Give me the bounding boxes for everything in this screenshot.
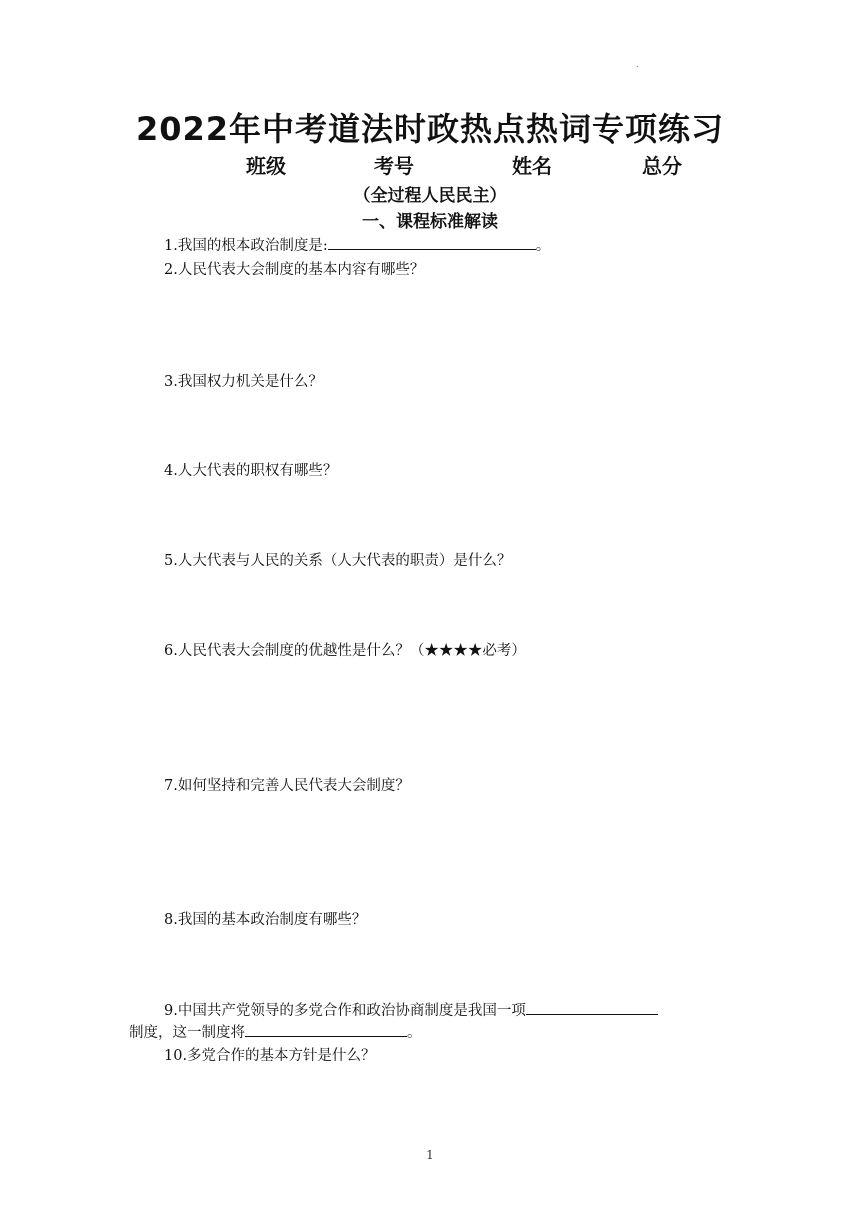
answer-blank[interactable] [328,235,536,250]
name-label: 姓名 [512,154,552,178]
question-5: 5.人大代表与人民的关系（人大代表的职责）是什么？ [164,553,512,569]
question-9-end: 。 [407,1025,422,1041]
question-8: 8.我国的基本政治制度有哪些？ [164,912,367,928]
section-heading: 一、课程标准解读 [362,212,498,232]
question-1-text: 1.我国的根本政治制度是: [164,238,328,254]
question-3: 3.我国权力机关是什么？ [164,374,323,390]
question-2: 2.人民代表大会制度的基本内容有哪些？ [164,262,425,278]
class-label: 班级 [246,154,286,178]
question-9-line-2 [129,1021,422,1042]
question-7: 7.如何坚持和完善人民代表大会制度？ [164,778,410,794]
answer-blank[interactable] [526,1000,658,1015]
topic-subtitle: （全过程人民民主） [353,186,507,206]
question-9-text: 9.中国共产党领导的多党合作和政治协商制度是我国一项 [164,1003,526,1019]
question-6: 6.人民代表大会制度的优越性是什么？（★★★★必考） [164,643,526,659]
question-10: 10.多党合作的基本方针是什么？ [164,1048,376,1064]
page-number: 1 [426,1148,434,1162]
corner-mark: . [636,60,639,69]
question-9-text-2: 制度，这一制度将 [129,1025,245,1041]
question-4: 4.人大代表的职权有哪些？ [164,463,338,479]
question-9-line-1 [164,999,658,1020]
question-1 [164,234,550,255]
total-score-label: 总分 [642,154,682,178]
answer-blank[interactable] [245,1022,407,1037]
page-title: 2022年中考道法时政热点热词专项练习 [135,110,725,148]
exam-number-label: 考号 [374,154,414,178]
question-1-end: 。 [535,238,551,254]
